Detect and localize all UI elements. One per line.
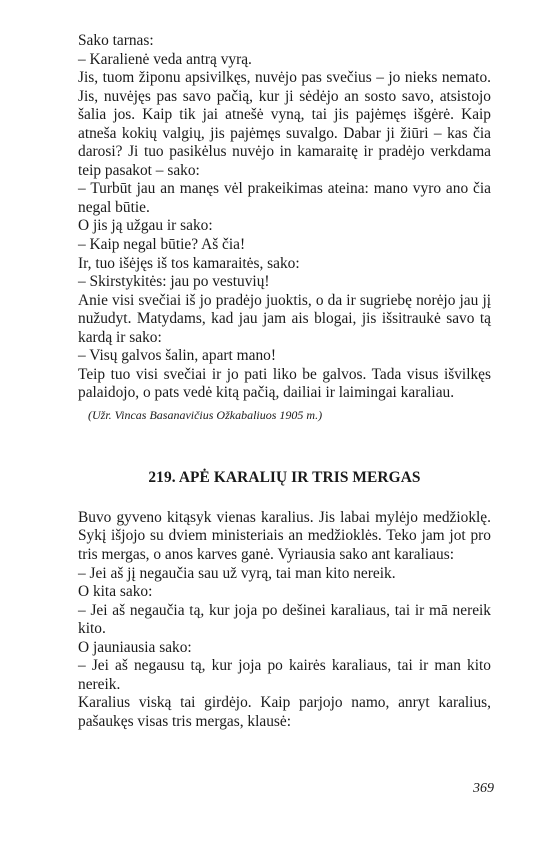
paragraph: O jauniausia sako: — [78, 638, 192, 656]
source-note: (Užr. Vincas Basanavičius Ožkabaliuos 1905 m.) — [88, 407, 323, 422]
paragraph: – Jei aš negaučia tą, kur joja po dešinei karaliaus, tai ir mā nereik kito. — [78, 601, 491, 638]
paragraph: Karalius viską tai girdėjo. Kaip parjojo namo, anryt karalius, pašaukęs visas tris mergas, klausė: — [78, 694, 491, 730]
book-page — [78, 32, 491, 732]
paragraph: – Turbūt jau an manęs vėl prakeikimas ateina: mano vyro ano čia negal būtie. — [78, 180, 491, 216]
story-ending — [78, 32, 491, 424]
paragraph: – Jei aš negausu tą, kur joja po kairės karaliaus, tai ir man kito nereik. — [78, 657, 491, 693]
paragraph: – Karalienė veda antrą vyrą. — [78, 50, 252, 68]
paragraph: O kita sako: — [78, 583, 153, 601]
story-title: 219. APĖ KARALIŲ IR TRIS MERGAS — [148, 468, 421, 486]
page-number: 369 — [473, 781, 494, 796]
paragraph: Sako tarnas: — [78, 32, 154, 49]
paragraph: Jis, tuom žiponu apsivilkęs, nuvėjo pas svečius – jo nieks nemato. Jis, nuvėjęs pas savo pačią, kur ji sėdėjo an sosto savo, atsistojo šalia jos. Kaip tik jai atnešė vyną, tai jis pajėmęs išgėrė. Kaip atneša kokių valgių, jis pajėmęs suvalgo. Dabar ji žiūri – kas čia darosi? Ji tuo pasikėlus nuvėjo in kamaraitę ir pradėjo verkdama teip pasakot – sako: — [78, 69, 491, 179]
paragraph: Ir, tuo išėjęs iš tos kamaraitės, sako: — [78, 254, 300, 272]
paragraph: Teip tuo visi svečiai ir jo pati liko be galvos. Tada visus išvilkęs palaidojo, o pats vedė kitą pačią, dailiai ir laimingai karaliau. — [78, 365, 491, 402]
paragraph: O jis ją užgau ir sako: — [78, 217, 213, 235]
paragraph: Buvo gyveno kitąsyk vienas karalius. Jis labai mylėjo medžioklę. Sykį išjojo su dviem ministeriais an medžioklės. Teko jam jot pro tris mergas, o anos karves ganė. Vyriausia sako ant karaliaus: — [78, 508, 491, 564]
story-body — [78, 509, 491, 732]
paragraph: Anie visi svečiai iš jo pradėjo juoktis, o da ir sugriebę norėjo jau jį nužudyt. Matydams, kad jau jam ais blogai, jis išsitraukė savo tą kardą ir sako: — [78, 291, 491, 346]
paragraph: – Skirstykitės: jau po vestuvių! — [78, 273, 270, 291]
paragraph: – Kaip negal būtie? Aš čia! — [78, 236, 246, 254]
paragraph: – Visų galvos šalin, apart mano! — [78, 347, 276, 365]
paragraph: – Jei aš jį negaučia sau už vyrą, tai man kito nereik. — [78, 564, 396, 582]
